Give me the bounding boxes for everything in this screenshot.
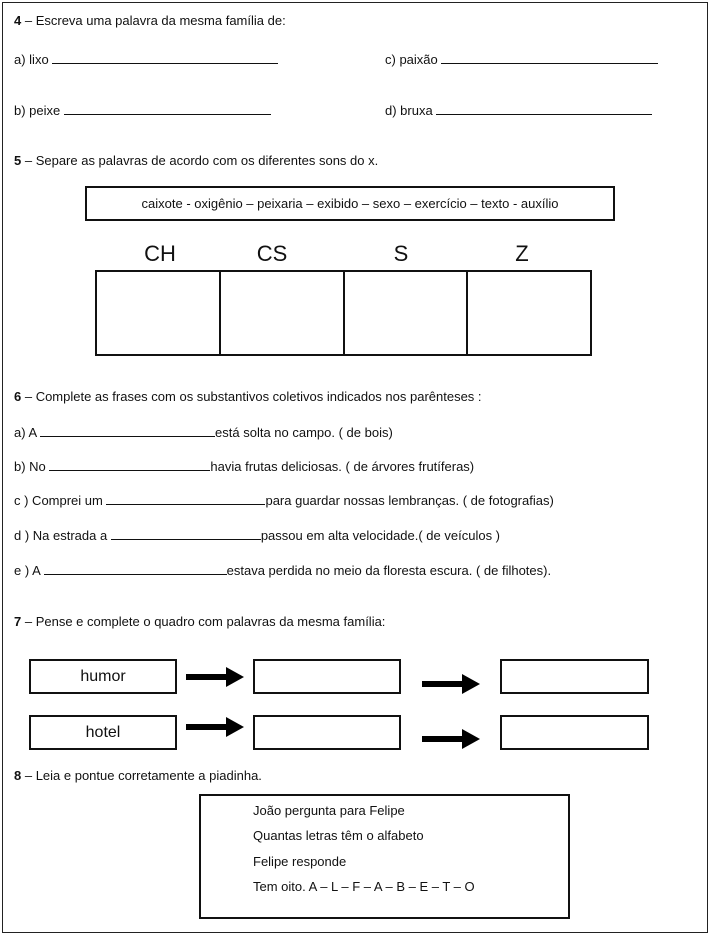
q6-answer-line-b[interactable] <box>49 458 210 471</box>
q4-heading <box>14 13 286 29</box>
q6-e-prefix: e ) A <box>14 563 44 578</box>
q4-item-a-label: a) lixo <box>14 52 49 67</box>
q6-a-suffix: está solta no campo. ( de bois) <box>215 425 393 440</box>
q4-number: 4 <box>14 13 22 28</box>
q5-cell-ch[interactable] <box>97 272 221 354</box>
q6-number: 6 <box>14 389 22 404</box>
q7-answer-box-humor-2[interactable] <box>500 659 649 694</box>
q6-answer-line-a[interactable] <box>40 424 215 437</box>
q4-answer-line-b[interactable] <box>64 102 271 115</box>
q4-item-b <box>14 102 271 119</box>
q8-text: – Leia e pontue corretamente a piadinha. <box>21 768 262 783</box>
q7-arrow-right-icon <box>186 667 244 687</box>
q6-text: – Complete as frases com os substantivos coletivos indicados nos parênteses : <box>21 389 482 404</box>
q4-item-d-label: d) bruxa <box>385 103 433 118</box>
q5-text: – Separe as palavras de acordo com os diferentes sons do x. <box>21 153 379 168</box>
q4-text: – Escreva uma palavra da mesma família de: <box>21 13 286 28</box>
q5-number: 5 <box>14 153 22 168</box>
q8-joke-line: Felipe responde <box>253 854 347 869</box>
q4-answer-line-d[interactable] <box>436 102 652 115</box>
q6-sentence-c <box>14 492 554 509</box>
q8-joke-line: João pergunta para Felipe <box>253 803 405 818</box>
q5-column-s: S <box>393 241 409 266</box>
q5-column-cs: CS <box>256 241 288 266</box>
q5-cell-z[interactable] <box>468 272 590 354</box>
q5-column-z: Z <box>515 241 529 266</box>
q7-number: 7 <box>14 614 22 629</box>
q4-item-b-label: b) peixe <box>14 103 61 118</box>
q6-a-prefix: a) A <box>14 425 41 440</box>
q6-c-suffix: para guardar nossas lembranças. ( de fotografias) <box>265 493 554 508</box>
q7-answer-box-hotel-1[interactable] <box>253 715 401 750</box>
q8-number: 8 <box>14 768 22 783</box>
q6-d-suffix: passou em alta velocidade.( de veículos ) <box>260 528 501 543</box>
q5-cell-s[interactable] <box>345 272 469 354</box>
q6-answer-line-e[interactable] <box>44 562 227 575</box>
q4-answer-line-a[interactable] <box>52 51 278 64</box>
q6-b-prefix: b) No <box>14 459 50 474</box>
q4-item-c-label: c) paixão <box>385 52 438 67</box>
q7-word-box-hotel: hotel <box>29 715 177 750</box>
q4-item-d <box>385 102 652 119</box>
q5-cell-cs[interactable] <box>221 272 345 354</box>
q8-joke-line: Tem oito. A – L – F – A – B – E – T – O <box>253 879 475 894</box>
q8-joke-box <box>199 794 570 919</box>
q5-heading <box>14 153 378 169</box>
q7-answer-box-humor-1[interactable] <box>253 659 401 694</box>
q6-answer-line-d[interactable] <box>111 527 261 540</box>
q4-item-a <box>14 51 278 68</box>
q5-word-bank: caixote - oxigênio – peixaria – exibido – sexo – exercício – texto - auxílio <box>85 186 615 221</box>
q7-arrow-right-icon <box>422 674 480 694</box>
q8-joke-line: Quantas letras têm o alfabeto <box>253 828 424 843</box>
q6-sentence-e <box>14 562 551 579</box>
q7-arrow-right-icon <box>186 717 244 737</box>
q4-item-c <box>385 51 658 68</box>
q7-word-box-humor: humor <box>29 659 177 694</box>
q5-column-ch: CH <box>144 241 176 266</box>
q6-sentence-d <box>14 527 500 544</box>
q6-d-prefix: d ) Na estrada a <box>14 528 111 543</box>
q6-answer-line-c[interactable] <box>106 492 265 505</box>
q7-text: – Pense e complete o quadro com palavras da mesma família: <box>21 614 386 629</box>
q6-c-prefix: c ) Comprei um <box>14 493 107 508</box>
q7-answer-box-hotel-2[interactable] <box>500 715 649 750</box>
q7-arrow-right-icon <box>422 729 480 749</box>
q5-sort-grid <box>95 270 592 356</box>
q7-heading <box>14 614 385 630</box>
q6-b-suffix: havia frutas deliciosas. ( de árvores frutíferas) <box>210 459 475 474</box>
q8-heading <box>14 768 262 784</box>
q4-answer-line-c[interactable] <box>441 51 658 64</box>
q6-sentence-a <box>14 424 393 441</box>
q6-sentence-b <box>14 458 474 475</box>
q6-heading <box>14 389 482 405</box>
q6-e-suffix: estava perdida no meio da floresta escura. ( de filhotes). <box>226 563 552 578</box>
